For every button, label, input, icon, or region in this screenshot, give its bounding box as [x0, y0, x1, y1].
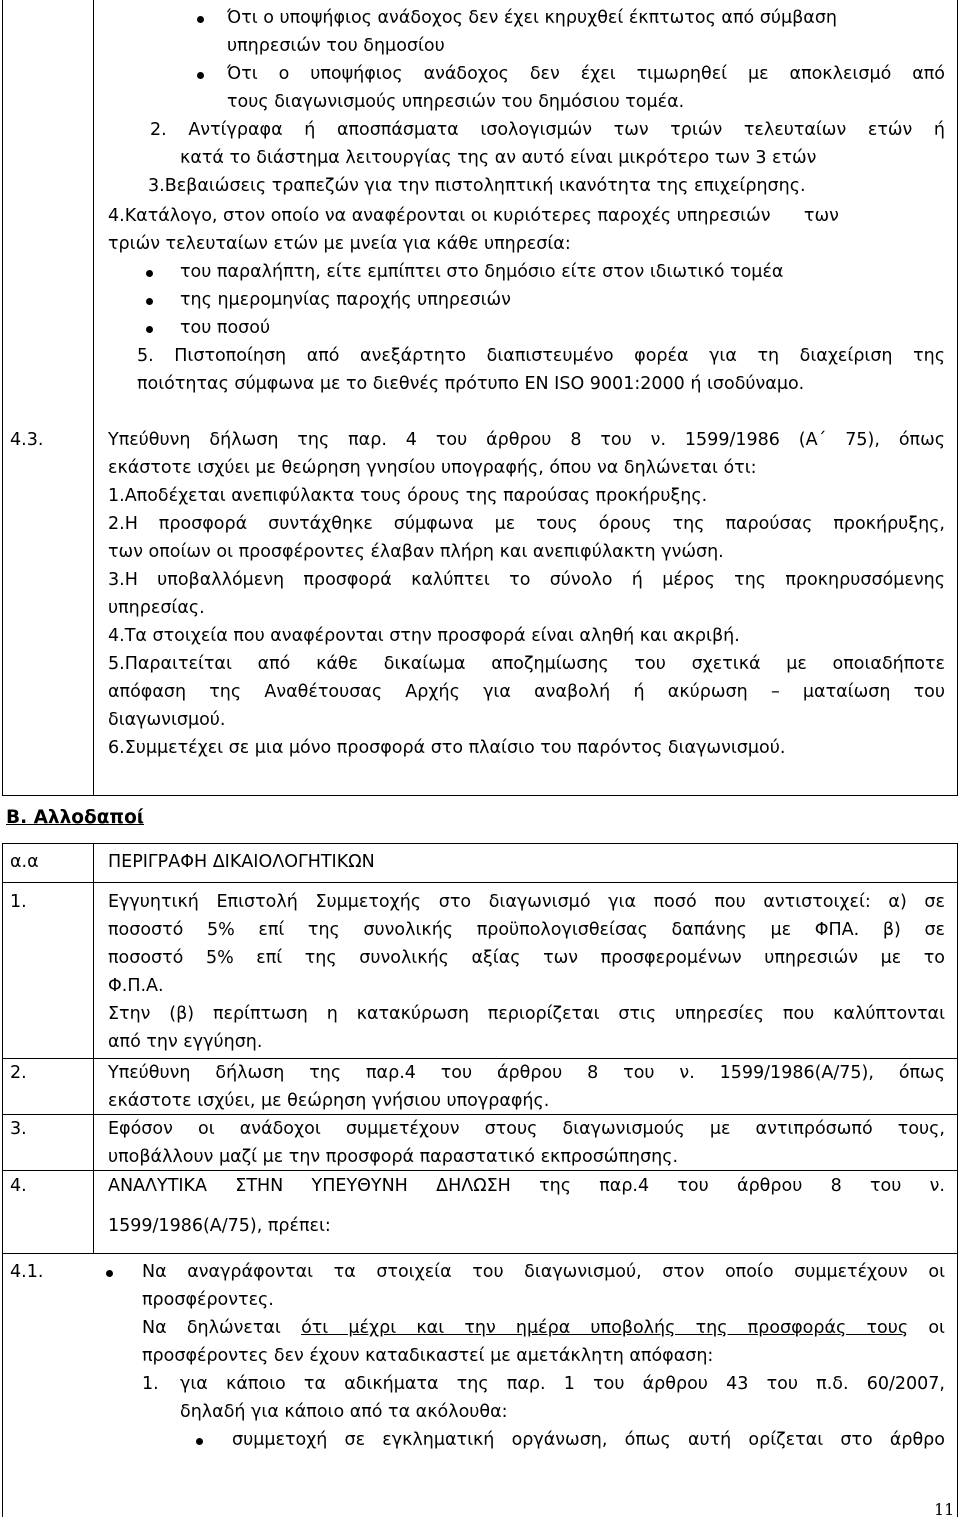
doc-line: 2.Η προσφορά συντάχθηκε σύμφωνα με τους όρους της παρούσας προκήρυξης, [108, 514, 945, 534]
doc-line: 3.Η υποβαλλόμενη προσφορά καλύπτει το σύνολο ή μέρος της προκηρυσσόμενης [108, 570, 945, 590]
doc-line: από την εγγύηση. [108, 1032, 263, 1052]
doc-line: ποσοστό 5% επί της συνολικής αξίας των προσφερομένων υπηρεσιών με το [108, 948, 945, 968]
doc-line: Ότι ο υποψήφιος ανάδοχος δεν έχει τιμωρηθεί με αποκλεισμό από [227, 64, 945, 84]
table-row-border [2, 882, 958, 883]
section-number: 4.3. [10, 430, 44, 450]
bullet-icon [146, 270, 153, 277]
doc-line: δηλαδή για κάποιο από τα ακόλουθα: [180, 1402, 508, 1422]
doc-line: για κάποιο τα αδικήματα της παρ. 1 του άρθρου 43 του π.δ. 60/2007, [180, 1374, 945, 1394]
doc-line: τους διαγωνισμούς υπηρεσιών του δημόσιου τομέα. [227, 92, 685, 112]
doc-line: απόφαση της Αναθέτουσας Αρχής για αναβολή ή ακύρωση – ματαίωση του [108, 682, 945, 702]
doc-line: Εγγυητική Επιστολή Συμμετοχής στο διαγωνισμό για ποσό που αντιστοιχεί: α) σε [108, 892, 945, 912]
top-table-bottom-border [2, 795, 958, 796]
table-left-border [2, 843, 3, 1517]
doc-line: Εφόσον οι ανάδοχοι συμμετέχουν στους διαγωνισμούς με αντιπρόσωπό τους, [108, 1119, 945, 1139]
bullet-icon [197, 72, 204, 79]
row-number: 3. [10, 1119, 27, 1139]
list-number: 1. [142, 1374, 159, 1394]
doc-line: 4.Κατάλογο, στον οποίο να αναφέρονται οι κυριότερες παροχές υπηρεσιών των [108, 206, 839, 226]
doc-line: τριών τελευταίων ετών με μνεία για κάθε υπηρεσία: [108, 234, 571, 254]
top-table-col-border [93, 0, 94, 795]
doc-line: προσφέροντες δεν έχουν καταδικαστεί με αμετάκλητη απόφαση: [142, 1346, 714, 1366]
table-row-border [2, 1058, 958, 1059]
bullet-icon [146, 326, 153, 333]
doc-line: υποβάλλουν μαζί με την προσφορά παραστατικό εκπροσώπησης. [108, 1147, 679, 1167]
table-row-border [2, 1253, 958, 1254]
doc-line: 1599/1986(Α/75), πρέπει: [108, 1216, 331, 1236]
doc-line: υπηρεσιών του δημοσίου [227, 36, 445, 56]
doc-line [142, 1316, 945, 1340]
table-row-border [2, 1114, 958, 1115]
table-top-border [2, 843, 958, 844]
bullet-icon [106, 1270, 113, 1277]
table-header-title: ΠΕΡΙΓΡΑΦΗ ΔΙΚΑΙΟΛΟΓΗΤΙΚΩΝ [108, 852, 375, 872]
table-row-border [2, 1170, 958, 1171]
row-number: 4. [10, 1176, 27, 1196]
underlined-text: ότι μέχρι και την ημέρα υποβολής της προσφοράς τους [301, 1318, 909, 1338]
doc-line: υπηρεσίας. [108, 598, 205, 618]
row-number: 4.1. [10, 1262, 44, 1282]
text-span: οι [928, 1318, 945, 1338]
doc-line: ΑΝΑΛΥΤΙΚΑ ΣΤΗΝ ΥΠΕΥΘΥΝΗ ΔΗΛΩΣΗ της παρ.4 του άρθρου 8 του ν. [108, 1176, 945, 1196]
doc-line: κατά το διάστημα λειτουργίας της αν αυτό είναι μικρότερο των 3 ετών [180, 148, 817, 168]
doc-line: 6.Συμμετέχει σε μια μόνο προσφορά στο πλαίσιο του παρόντος διαγωνισμού. [108, 738, 786, 758]
doc-line: Υπεύθυνη δήλωση της παρ. 4 του άρθρου 8 του ν. 1599/1986 (Α΄ 75), όπως [108, 430, 945, 450]
table-header-num: α.α [10, 852, 39, 872]
doc-line: του ποσού [180, 318, 271, 338]
doc-line: ποσοστό 5% επί της συνολικής προϋπολογισθείσας δαπάνης με ΦΠΑ. β) σε [108, 920, 945, 940]
doc-line: Να αναγράφονται τα στοιχεία του διαγωνισμού, στον οποίο συμμετέχουν οι [142, 1262, 945, 1282]
doc-line: των οποίων οι προσφέροντες έλαβαν πλήρη και ανεπιφύλακτη γνώση. [108, 542, 724, 562]
doc-line: Φ.Π.Α. [108, 976, 164, 996]
doc-line: 2. Αντίγραφα ή αποσπάσματα ισολογισμών των τριών τελευταίων ετών ή [150, 120, 945, 140]
doc-line: 5.Παραιτείται από κάθε δικαίωμα αποζημίωσης του σχετικά με οποιαδήποτε [108, 654, 945, 674]
doc-line: εκάστοτε ισχύει με θεώρηση γνησίου υπογραφής, όπου να δηλώνεται ότι: [108, 458, 757, 478]
bullet-icon [196, 1438, 203, 1445]
text-span: Να δηλώνεται [142, 1318, 281, 1338]
row-number: 1. [10, 892, 27, 912]
top-table-right-border [957, 0, 958, 795]
doc-line: διαγωνισμού. [108, 710, 226, 730]
section-heading: Β. Αλλοδαποί [6, 807, 144, 828]
doc-line: Υπεύθυνη δήλωση της παρ.4 του άρθρου 8 του ν. 1599/1986(Α/75), όπως [108, 1063, 945, 1083]
doc-line: Στην (β) περίπτωση η κατακύρωση περιορίζεται στις υπηρεσίες που καλύπτονται [108, 1004, 945, 1024]
doc-line: Ότι ο υποψήφιος ανάδοχος δεν έχει κηρυχθεί έκπτωτος από σύμβαση [227, 8, 837, 28]
doc-line: 5. Πιστοποίηση από ανεξάρτητο διαπιστευμένο φορέα για τη διαχείριση της [137, 346, 945, 366]
top-table-left-border [2, 0, 3, 795]
doc-line: εκάστοτε ισχύει, με θεώρηση γνήσιου υπογραφής. [108, 1091, 550, 1111]
doc-line: της ημερομηνίας παροχής υπηρεσιών [180, 290, 511, 310]
doc-line: 4.Τα στοιχεία που αναφέρονται στην προσφορά είναι αληθή και ακριβή. [108, 626, 740, 646]
row-number: 2. [10, 1063, 27, 1083]
doc-line: προσφέροντες. [142, 1290, 274, 1310]
doc-line: ποιότητας σύμφωνα με το διεθνές πρότυπο EN ISO 9001:2000 ή ισοδύναμο. [137, 374, 805, 394]
doc-line: συμμετοχή σε εγκληματική οργάνωση, όπως αυτή ορίζεται στο άρθρο [232, 1430, 945, 1450]
page-number: 11 [934, 1500, 955, 1519]
table-col-border [93, 843, 94, 1253]
doc-line: του παραλήπτη, είτε εμπίπτει στο δημόσιο είτε στον ιδιωτικό τομέα [180, 262, 784, 282]
table-right-border [957, 843, 958, 1517]
bullet-icon [146, 298, 153, 305]
doc-line: 1.Αποδέχεται ανεπιφύλακτα τους όρους της παρούσας προκήρυξης. [108, 486, 708, 506]
doc-line: 3.Βεβαιώσεις τραπεζών για την πιστοληπτική ικανότητα της επιχείρησης. [148, 176, 806, 196]
bullet-icon [197, 16, 204, 23]
